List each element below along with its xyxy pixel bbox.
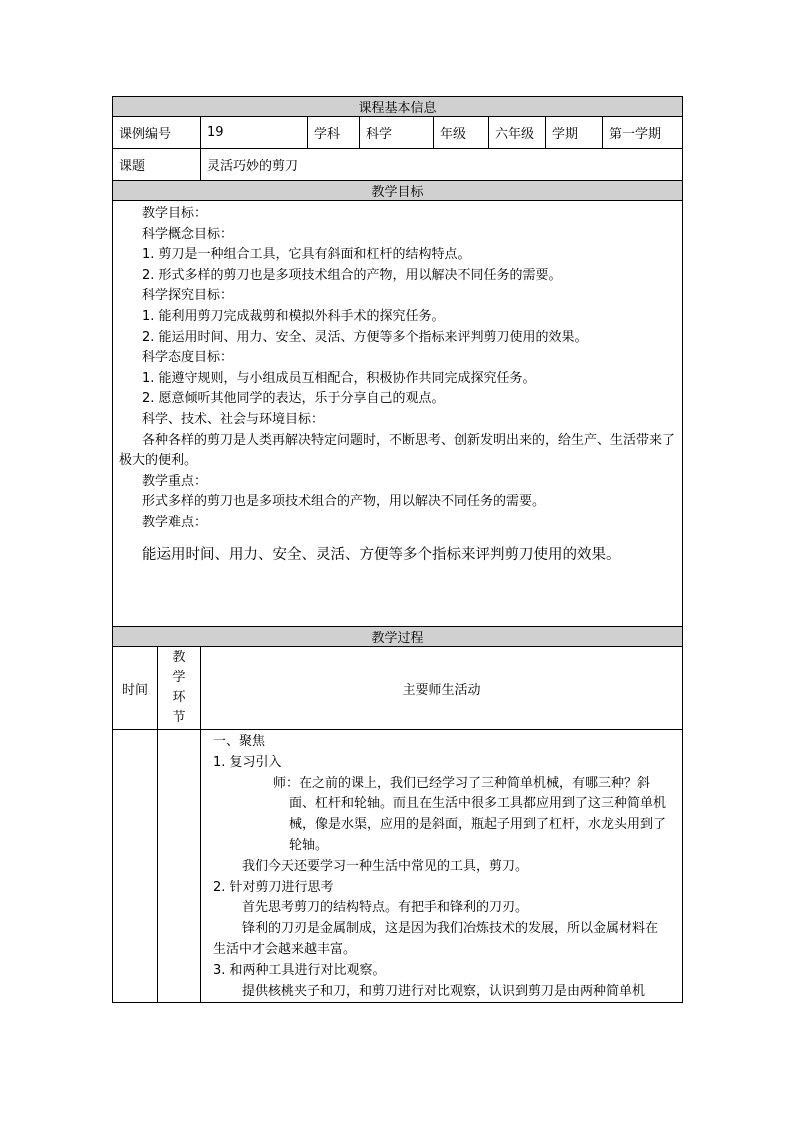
case-no-label: 课例编号 [113,117,201,149]
objectives-line: 1. 能遵守规则，与小组成员互相配合，积极协作共同完成探究任务。 [142,370,536,386]
process-line: 2. 针对剪刀进行思考 [213,879,334,895]
process-line: 我们今天还要学习一种生活中常见的工具，剪刀。 [242,858,529,874]
process-line: 1. 复习引入 [213,754,282,770]
teacher-remark [213,774,670,857]
term-label: 学期 [546,117,603,149]
grade-label: 年级 [434,117,489,149]
process-line: 锋利的刀刃是金属制成，这是因为我们冶炼技术的发展，所以金属材料在生活中才会越来越丰富。 [213,921,659,957]
objectives-line: 形式多样的剪刀也是多项技术组合的产物，用以解决不同任务的需要。 [142,494,546,510]
case-no-value: 19 [201,117,308,149]
objectives-line: 1. 剪刀是一种组合工具，它具有斜面和杠杆的结构特点。 [142,247,471,263]
objectives-line: 科学探究目标： [142,288,234,304]
topic-value: 灵活巧妙的剪刀 [201,149,683,181]
objectives-line: 1. 能利用剪刀完成裁剪和模拟外科手术的探究任务。 [142,308,445,324]
teacher-text: 在之前的课上，我们已经学习了三种简单机械，有哪三种？斜面、杠杆和轮轴。而且在生活中很多工具都应用到了这三种简单机械，像是水渠，应用的是斜面，瓶起子用到了杠杆，水龙头用到了轮轴。 [289,775,667,853]
basic-info-header: 课程基本信息 [113,97,683,117]
subject-label: 学科 [308,117,360,149]
stage-column-header [158,647,201,730]
objectives-content [113,201,683,627]
objectives-line: 教学重点： [142,473,208,489]
stage-cell [158,730,201,1003]
activity-column-header: 主要师生活动 [201,647,683,730]
process-line: 3. 和两种工具进行对比观察。 [213,962,386,978]
objectives-line: 科学概念目标： [142,226,234,242]
grade-value: 六年级 [489,117,546,149]
objectives-header: 教学目标 [113,181,683,201]
subject-value: 科学 [360,117,434,149]
topic-label: 课题 [113,149,201,181]
time-column-header: 时间 [113,647,158,730]
objectives-line: 教学难点： [142,514,208,530]
activity-cell [201,730,683,1003]
objectives-line: 科学、技术、社会与环境目标： [142,411,325,427]
objectives-line: 能运用时间、用力、安全、灵活、方便等多个指标来评判剪刀使用的效果。 [142,546,621,563]
objectives-line: 2. 形式多样的剪刀也是多项技术组合的产物，用以解决不同任务的需要。 [142,267,562,283]
time-cell [113,730,158,1003]
process-line: 首先思考剪刀的结构特点。有把手和锋利的刀刃。 [242,900,529,916]
stage-column-label: 教 学 环 节 [172,650,186,725]
objectives-line: 科学态度目标： [142,350,234,366]
process-line: 提供核桃夹子和刀，和剪刀进行对比观察，认识到剪刀是由两种简单机 [242,983,646,999]
objectives-line: 2. 能运用时间、用力、安全、灵活、方便等多个指标来评判剪刀使用的效果。 [142,329,588,345]
lesson-plan-table [112,96,683,1003]
objectives-line: 教学目标： [142,206,208,221]
process-header: 教学过程 [113,627,683,647]
teacher-label: 师： [273,775,300,791]
process-line: 一、聚焦 [213,734,266,749]
objectives-line: 各种各样的剪刀是人类再解决特定问题时，不断思考、创新发明出来的，给生产、生活带来了极大的便利。 [119,432,676,469]
term-value: 第一学期 [603,117,683,149]
objectives-line: 2. 愿意倾听其他同学的表达，乐于分享自己的观点。 [142,391,445,407]
